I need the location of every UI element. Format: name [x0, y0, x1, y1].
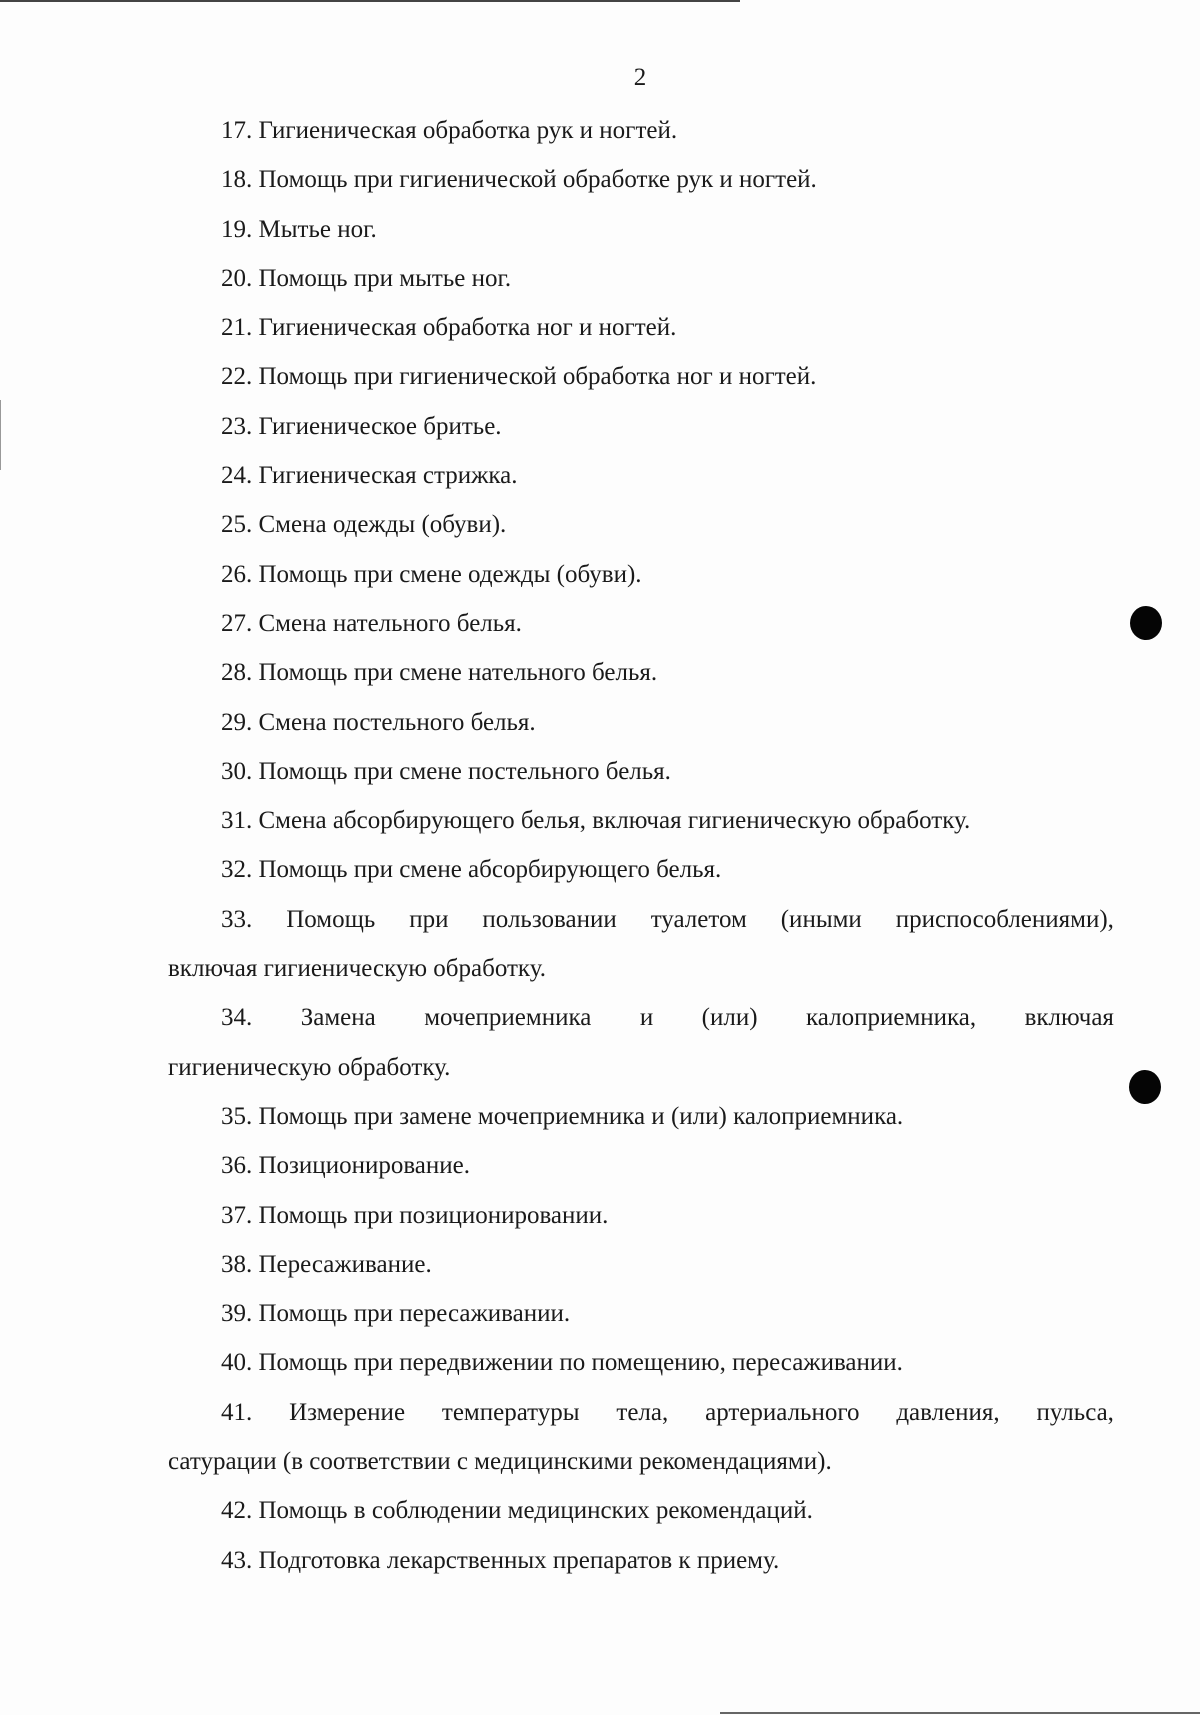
list-item [168, 599, 1114, 648]
list-item-word: артериального [705, 1398, 860, 1426]
list-item-word: мочеприемника [424, 1004, 592, 1032]
list-item-continuation: сатурации (в соответствии с медицинскими рекомендациями). [168, 1448, 832, 1476]
list-item [168, 796, 1114, 845]
list-item-text: Помощь при смене абсорбирующего белья. [258, 856, 722, 884]
top-scan-edge [0, 0, 740, 2]
list-item-number: 22. [221, 363, 253, 391]
list-item-word: давления, [896, 1398, 1000, 1426]
list-item-number: 41. [221, 1398, 253, 1426]
list-item-number: 23. [221, 412, 253, 440]
list-item-text: Помощь при замене мочеприемника и (или) калоприемника. [258, 1102, 904, 1130]
list-item-text: Гигиеническая обработка ног и ногтей. [258, 314, 677, 342]
list-item [168, 1338, 1114, 1387]
list-item-text: Помощь при смене нательного белья. [258, 659, 658, 687]
list-item-word: тела, [616, 1398, 669, 1426]
list-item [168, 993, 1114, 1092]
list-item-text: Помощь при передвижении по помещению, пересаживании. [258, 1349, 903, 1377]
list-item-word: включая [1024, 1004, 1114, 1032]
list-item-number: 28. [221, 659, 253, 687]
list-item-number: 43. [221, 1546, 253, 1574]
binder-hole-mark [1129, 1070, 1161, 1104]
list-item-text: Мытье ног. [258, 215, 377, 243]
list-item-text: Смена абсорбирующего белья, включая гигиеническую обработку. [258, 807, 971, 835]
list-item-text: Смена нательного белья. [258, 609, 522, 637]
list-item-number: 30. [221, 757, 253, 785]
list-item-number: 33. [221, 905, 253, 933]
list-item-text: Смена постельного белья. [258, 708, 536, 736]
list-item-text: Помощь при гигиенической обработке рук и ногтей. [258, 166, 817, 194]
list-item-number: 40. [221, 1349, 253, 1377]
binder-hole-mark [1130, 606, 1162, 640]
list-item-text: Гигиеническое бритье. [258, 412, 502, 440]
list-item [168, 698, 1114, 747]
list-item [168, 254, 1114, 303]
list-item-text: Помощь при мытье ног. [258, 264, 512, 292]
list-item-word: калоприемника, [806, 1004, 977, 1032]
list-item-word: Измерение [289, 1398, 406, 1426]
list-item [168, 550, 1114, 599]
list-item-number: 29. [221, 708, 253, 736]
list-item [168, 451, 1114, 500]
list-item-text: Помощь в соблюдении медицинских рекомендаций. [258, 1497, 813, 1525]
list-item-word: (иными [780, 905, 862, 933]
list-item [168, 402, 1114, 451]
list-item-number: 26. [221, 560, 253, 588]
list-item-number: 39. [221, 1300, 253, 1328]
list-item-word: Замена [300, 1004, 376, 1032]
list-item-number: 32. [221, 856, 253, 884]
list-item-word: (или) [701, 1004, 758, 1032]
list-item [168, 1388, 1114, 1487]
services-list [168, 106, 1114, 1585]
list-item-first-line [168, 993, 1114, 1042]
list-item-continuation: включая гигиеническую обработку. [168, 955, 546, 983]
list-item-text: Гигиеническая стрижка. [258, 462, 518, 490]
list-item [168, 895, 1114, 994]
list-item [168, 205, 1114, 254]
list-item-first-line [168, 1388, 1114, 1437]
list-item-number: 19. [221, 215, 253, 243]
list-item [168, 747, 1114, 796]
list-item [168, 1289, 1114, 1338]
page-number: 2 [633, 64, 647, 91]
list-item-number: 36. [221, 1152, 253, 1180]
list-item-number: 35. [221, 1102, 253, 1130]
list-item-text: Помощь при позиционировании. [258, 1201, 609, 1229]
list-item-word: пульса, [1036, 1398, 1114, 1426]
list-item-number: 31. [221, 807, 253, 835]
list-item-number: 42. [221, 1497, 253, 1525]
list-item [168, 845, 1114, 894]
list-item-number: 17. [221, 117, 253, 144]
list-item [168, 155, 1114, 204]
list-item-word: температуры [441, 1398, 580, 1426]
list-item-number: 18. [221, 166, 253, 194]
list-item-text: Помощь при гигиенической обработка ног и ногтей. [258, 363, 817, 391]
list-item-text: Помощь при пересаживании. [258, 1300, 571, 1328]
list-item-number: 21. [221, 314, 253, 342]
list-item [168, 1141, 1114, 1190]
list-item-word: приспособлениями), [895, 905, 1114, 933]
list-item-number: 37. [221, 1201, 253, 1229]
list-item-word: пользовании [482, 905, 617, 933]
list-item-word: и [639, 1004, 654, 1032]
list-item [168, 648, 1114, 697]
list-item [168, 1240, 1114, 1289]
list-item-continuation: гигиеническую обработку. [168, 1053, 451, 1081]
list-item-text: Помощь при смене одежды (обуви). [258, 560, 642, 588]
list-item [168, 1536, 1114, 1585]
list-item [168, 106, 1114, 155]
list-item [168, 1486, 1114, 1535]
list-item-number: 20. [221, 264, 253, 292]
list-item-text: Подготовка лекарственных препаратов к приему. [258, 1546, 780, 1574]
left-scan-edge [0, 400, 1, 470]
list-item [168, 1191, 1114, 1240]
list-item [168, 303, 1114, 352]
list-item-text: Помощь при смене постельного белья. [258, 757, 671, 785]
list-item-first-line [168, 895, 1114, 944]
list-item [168, 1092, 1114, 1141]
list-item-word: Помощь [286, 905, 376, 933]
list-item-number: 25. [221, 511, 253, 539]
list-item-word: при [409, 905, 449, 933]
list-item-text: Пересаживание. [258, 1250, 432, 1278]
bottom-scan-edge [720, 1712, 1200, 1714]
list-item [168, 500, 1114, 549]
list-item-number: 38. [221, 1250, 253, 1278]
list-item-number: 24. [221, 462, 253, 490]
list-item-text: Смена одежды (обуви). [258, 511, 507, 539]
list-item [168, 352, 1114, 401]
list-item-text: Гигиеническая обработка рук и ногтей. [258, 117, 678, 144]
list-item-word: туалетом [650, 905, 747, 933]
list-item-number: 34. [221, 1004, 253, 1032]
list-item-number: 27. [221, 609, 253, 637]
list-item-text: Позиционирование. [258, 1152, 470, 1180]
